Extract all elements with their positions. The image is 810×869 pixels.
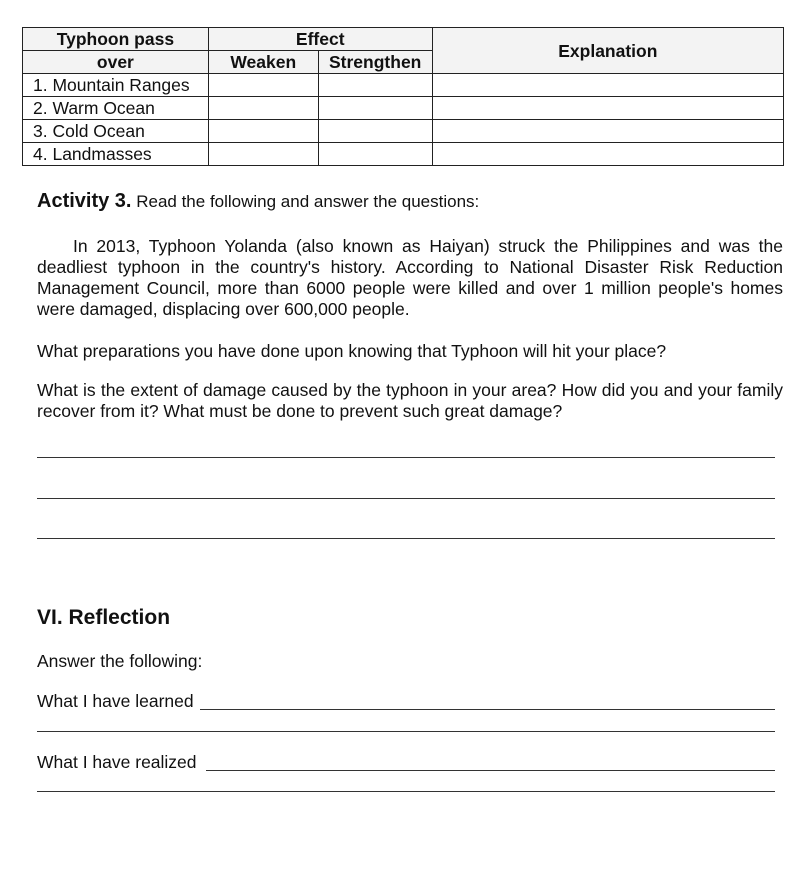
reflection-instruction: Answer the following: <box>37 651 203 671</box>
question-2: What is the extent of damage caused by the typhoon in your area? How did you and your family recover from it? What must be done to prevent such great damage? <box>37 380 783 421</box>
table-row <box>23 74 784 97</box>
weaken-cell[interactable] <box>208 120 318 143</box>
learned-answer-line-2[interactable] <box>37 731 775 732</box>
row-item: 1. Mountain Ranges <box>23 74 209 97</box>
answer-line[interactable] <box>37 457 775 458</box>
row-item: 3. Cold Ocean <box>23 120 209 143</box>
weaken-cell[interactable] <box>208 74 318 97</box>
answer-line[interactable] <box>37 538 775 539</box>
header-effect: Effect <box>208 28 432 51</box>
explanation-cell[interactable] <box>432 143 783 166</box>
table-row <box>23 143 784 166</box>
activity3-title <box>37 190 479 213</box>
strengthen-cell[interactable] <box>318 74 432 97</box>
explanation-cell[interactable] <box>432 120 783 143</box>
table-row <box>23 120 784 143</box>
row-item: 2. Warm Ocean <box>23 97 209 120</box>
realized-answer-line[interactable] <box>206 770 775 771</box>
strengthen-cell[interactable] <box>318 143 432 166</box>
activity3-label: Activity 3. <box>37 190 132 212</box>
weaken-cell[interactable] <box>208 97 318 120</box>
learned-answer-line[interactable] <box>200 709 775 710</box>
strengthen-cell[interactable] <box>318 120 432 143</box>
activity3-paragraph: In 2013, Typhoon Yolanda (also known as Haiyan) struck the Philippines and was the deadliest typhoon in the country's history. According to National Disaster Risk Reduction Management Council, more than 6000 people were killed and over 1 million people's homes were damaged, displacing over 600,000 people. <box>37 236 783 319</box>
header-typhoon-pass: Typhoon pass <box>23 28 209 51</box>
explanation-cell[interactable] <box>432 97 783 120</box>
reflection-heading: VI. Reflection <box>37 606 171 629</box>
strengthen-cell[interactable] <box>318 97 432 120</box>
learned-label: What I have learned <box>37 691 194 711</box>
realized-answer-line-2[interactable] <box>37 791 775 792</box>
header-strengthen: Strengthen <box>318 51 432 74</box>
row-item: 4. Landmasses <box>23 143 209 166</box>
question-1: What preparations you have done upon knowing that Typhoon will hit your place? <box>37 341 667 361</box>
answer-line[interactable] <box>37 498 775 499</box>
explanation-cell[interactable] <box>432 74 783 97</box>
table-row <box>23 97 784 120</box>
header-over: over <box>23 51 209 74</box>
header-weaken: Weaken <box>208 51 318 74</box>
header-explanation: Explanation <box>432 28 783 74</box>
activity3-instruction: Read the following and answer the questions: <box>136 192 480 211</box>
typhoon-effects-table <box>22 27 784 166</box>
weaken-cell[interactable] <box>208 143 318 166</box>
realized-label: What I have realized <box>37 752 197 772</box>
